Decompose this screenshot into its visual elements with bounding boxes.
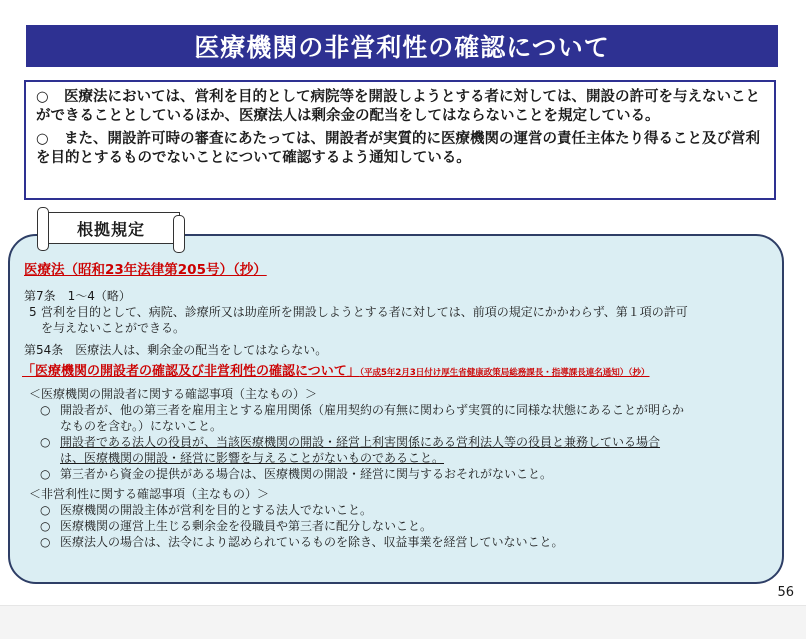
bullet-circle: ○ [40,503,51,517]
bullet-circle: ○ [40,435,51,449]
article-7: 第7条 1～4（略） [24,289,131,303]
page-title: 医療機関の非営利性の確認について [26,25,778,67]
article-7-para-5 [24,304,776,320]
law-heading: 医療法（昭和23年法律第205号）（抄） [24,262,267,278]
item-text: 医療法人の場合は、法令により認められているものを除き、収益事業を経営していないこと。 [60,535,564,549]
bullet-circle: ○ [36,89,49,105]
para-number: 5 [29,305,37,319]
summary-item [36,130,764,168]
bullet-circle: ○ [36,131,49,147]
basis-label-scroll [42,212,180,244]
list-item [24,402,776,434]
notice-source: （平成5年2月3日付け厚生省健康政策局総務課長・指導課長連名通知）（抄） [359,368,650,378]
bottom-band [0,605,806,639]
item-text: 開設者である法人の役員が、当該医療機関の開設・経営上利害関係にある営利法人等の役員と兼務している場合 [60,435,661,449]
item-text: 医療機関の運営上生じる剰余金を役職員や第三者に配分しないこと。 [60,519,433,533]
summary-item [36,88,764,126]
summary-text: また、開設許可時の審査にあたっては、開設者が実質的に医療機関の運営の責任主体たり得ること及び営利を目的とするものでないことについて確認するよう通知している。 [36,131,760,166]
item-text: 第三者から資金の提供がある場合は、医療機関の開設・経営に関与するおそれがないこと。 [60,467,553,481]
article-54: 第54条 医療法人は、剰余金の配当をしてはならない。 [24,343,328,357]
item-text: 開設者が、他の第三者を雇用主とする雇用関係（雇用契約の有無に関わらず実質的に同様な状態にあることが明らか [60,403,685,417]
notice-title: 「医療機関の開設者の確認及び非営利性の確認について」 [22,364,360,379]
item-text: 医療機関の開設主体が営利を目的とする法人でないこと。 [60,503,373,517]
item-text-cont: は、医療機関の開設・経営に影響を与えることがないものであること。 [60,451,445,465]
group2-title: ＜非営利性に関する確認事項（主なもの）＞ [29,487,270,501]
list-item [24,534,776,550]
list-item [24,434,776,466]
basis-label: 根拠規定 [76,219,145,239]
list-item [24,502,776,518]
list-item [24,466,776,482]
group1-title: ＜医療機関の開設者に関する確認事項（主なもの）＞ [29,387,318,401]
bullet-circle: ○ [40,403,51,417]
list-item [24,518,776,534]
bullet-circle: ○ [40,467,51,481]
summary-text: 医療法においては、営利を目的として病院等を開設しようとする者に対しては、開設の許可を与えないことができることとしているほか、医療法人は剰余金の配当をしてはならないことを規定している。 [36,89,760,124]
notice-heading [22,364,776,381]
para-text: 営利を目的として、病院、診療所又は助産所を開設しようとする者に対しては、前項の規定にかかわらず、第１項の許可 [41,305,688,319]
page-number: 56 [777,585,794,600]
bullet-circle: ○ [40,519,51,533]
article-7-para-5-cont: を与えないことができる。 [41,321,186,335]
item-text-cont: なものを含む。）にないこと。 [60,419,223,433]
bullet-circle: ○ [40,535,51,549]
basis-content [24,262,776,550]
summary-box [24,80,776,200]
